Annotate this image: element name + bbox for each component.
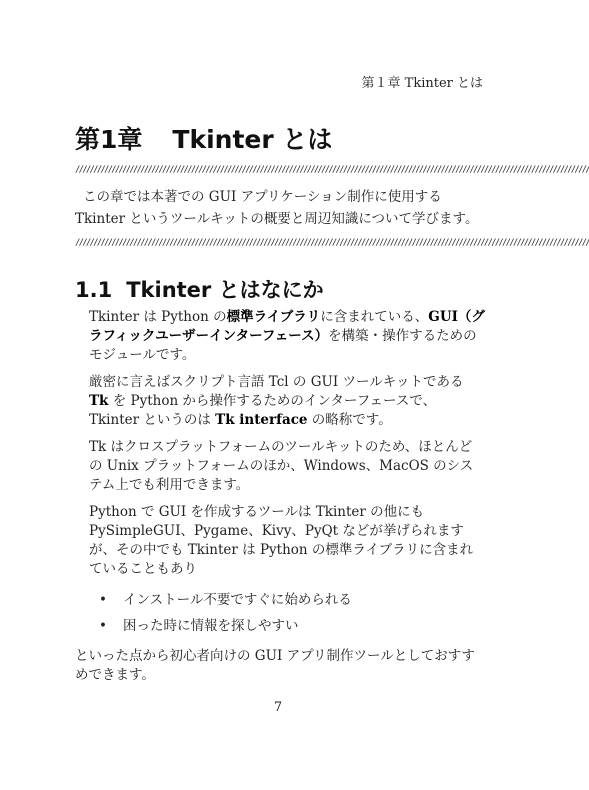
intro-line-1: この章では本著での GUI アプリケーション制作に使用する	[83, 189, 442, 205]
chapter-title-text: Tkinter とは	[172, 125, 333, 154]
bullet-marker: •	[99, 618, 107, 634]
p1-text-a: Tkinter は Python の	[89, 309, 227, 325]
p2-bold-tk-interface: Tk interface	[215, 412, 308, 428]
bullet-item	[75, 613, 485, 639]
p2-text-c: を Python から操作するためのインターフェースで、Tkinter というのは	[89, 393, 437, 428]
closing-paragraph: といった点から初心者向けの GUI アプリ制作ツールとしておすすめできます。	[75, 648, 475, 683]
p4-text-a: Python で GUI を作成するツールは Tkinter の他にも	[89, 504, 425, 520]
intro-line-2: Tkinter というツールキットの概要と周辺知識について学びます。	[75, 211, 479, 227]
paragraph-2	[75, 373, 485, 430]
p1-bold-gui: GUI（グラフィックユーザーインターフェース）	[89, 309, 485, 344]
slash-divider-bottom: //////////////////////////////////////////////////////////////////////////////////////////////////////////////////////////////////////////////	[75, 238, 589, 248]
p4-text-b: PySimpleGUI、Pygame、Kivy、PyQt などが挙げられますが、その中でも Tkinter は Python の標準ライブラリに含まれていることもあり	[89, 523, 474, 577]
bullet-item	[75, 587, 485, 613]
bullet-list	[75, 587, 485, 639]
paragraph-4	[75, 503, 485, 579]
section-number: 1.1	[75, 278, 113, 302]
p2-text-a: 厳密に言えばスクリプト言語 Tcl の GUI ツールキットである	[89, 374, 464, 390]
section-heading	[75, 274, 324, 304]
slash-divider-top: //////////////////////////////////////////////////////////////////////////////////////////////////////////////////////////////////////////////	[75, 165, 589, 175]
chapter-number: 第1章	[75, 125, 143, 154]
chapter-intro	[75, 186, 483, 230]
chapter-title	[75, 120, 332, 156]
p2-bold-tk: Tk	[89, 393, 109, 409]
page-number: 7	[273, 700, 283, 715]
section-body	[75, 308, 485, 693]
bullet-item-text: 困った時に情報を探しやすい	[123, 618, 299, 634]
running-header: 第１章 Tkinter とは	[361, 76, 483, 91]
paragraph-3: Tk はクロスプラットフォームのツールキットのため、ほとんどの Unix プラットフォームのほか、Windows、MacOS のシステム上でも利用できます。	[89, 439, 474, 493]
bullet-marker: •	[99, 592, 107, 608]
bullet-item-text: インストール不要ですぐに始められる	[123, 592, 352, 608]
p1-text-e: を構築・操作するためのモジュールです。	[89, 328, 477, 363]
section-title-text: Tkinter とはなにか	[126, 278, 324, 302]
p2-text-e: の略称です。	[307, 412, 392, 428]
paragraph-1	[75, 308, 485, 365]
p1-bold-standard-library: 標準ライブラリ	[226, 309, 321, 325]
p1-text-c: に含まれている、	[320, 309, 429, 325]
